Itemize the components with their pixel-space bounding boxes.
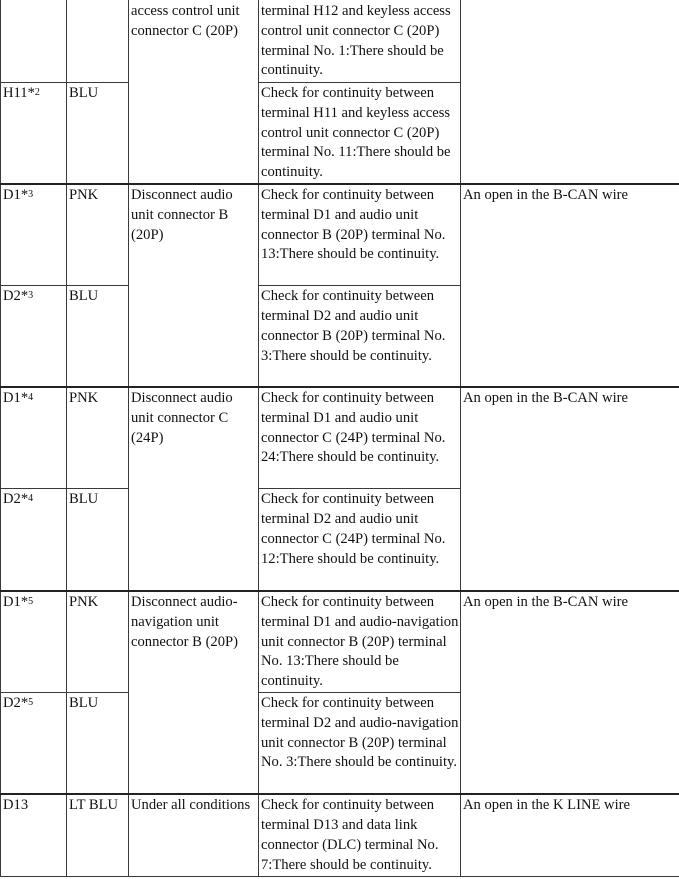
terminal-cell: D2*$^4$: [1, 489, 67, 591]
condition-cell: access control unit connector C (20P): [129, 0, 259, 184]
condition-cell: Under all conditions: [129, 794, 259, 876]
terminal-cell: D1*$^3$: [1, 184, 67, 286]
terminal-cell: D1*$^4$: [1, 387, 67, 489]
check-cell: terminal H12 and keyless access control unit connector C (20P) terminal No. 1:There should be continuity.: [259, 0, 461, 83]
check-cell: Check for continuity between terminal D2 and audio unit connector C (24P) terminal No. 12:There should be continuity.: [259, 489, 461, 591]
check-cell: Check for continuity between terminal D13 and data link connector (DLC) terminal No. 7:There should be continuity.: [259, 794, 461, 876]
check-cell: Check for continuity between terminal D1 and audio unit connector B (20P) terminal No. 13:There should be continuity.: [259, 184, 461, 286]
footnote-mark: 2: [34, 87, 40, 98]
possible-cause-cell: An open in the B-CAN wire: [461, 591, 679, 794]
terminal-cell: D2*$^5$: [1, 692, 67, 794]
footnote-mark: 4: [28, 493, 34, 505]
footnote-mark: 5: [28, 696, 34, 708]
condition-cell: Disconnect audio unit connector B (20P): [129, 184, 259, 387]
check-cell: Check for continuity between terminal D2 and audio unit connector B (20P) terminal No. 3:There should be continuity.: [259, 286, 461, 387]
footnote-mark: 5: [28, 595, 34, 607]
wire-color-cell: BLU: [67, 83, 129, 184]
table-row: [1, 387, 679, 489]
terminal-cell: [1, 0, 67, 83]
possible-cause-cell: [461, 0, 679, 184]
condition-cell: Disconnect audio-navigation unit connector B (20P): [129, 591, 259, 794]
check-cell: Check for continuity between terminal D1 and audio-navigation unit connector B (20P) terminal No. 13:There should be continuity.: [259, 591, 461, 692]
terminal-cell: D13: [1, 794, 67, 876]
wire-color-cell: LT BLU: [67, 794, 129, 876]
terminal-cell: D1*$^5$: [1, 591, 67, 692]
wire-color-cell: PNK: [67, 184, 129, 286]
wire-color-cell: BLU: [67, 489, 129, 591]
table-row: [1, 591, 679, 692]
check-cell: Check for continuity between terminal D1 and audio unit connector C (24P) terminal No. 24:There should be continuity.: [259, 387, 461, 489]
table-row: [1, 794, 679, 876]
possible-cause-cell: An open in the B-CAN wire: [461, 184, 679, 387]
condition-cell: Disconnect audio unit connector C (24P): [129, 387, 259, 591]
table-row: [1, 0, 679, 83]
wire-color-cell: BLU: [67, 692, 129, 794]
possible-cause-cell: An open in the K LINE wire: [461, 794, 679, 876]
wire-color-cell: [67, 0, 129, 83]
footnote-mark: 4: [28, 391, 34, 403]
possible-cause-cell: An open in the B-CAN wire: [461, 387, 679, 591]
terminal-cell: H11*$^2$: [1, 83, 67, 184]
check-cell: Check for continuity between terminal H11 and keyless access control unit connector C (20P) terminal No. 11:There should be continuity.: [259, 83, 461, 184]
footnote-mark: 3: [28, 188, 34, 200]
wire-color-cell: PNK: [67, 591, 129, 692]
table-row: [1, 184, 679, 286]
check-cell: Check for continuity between terminal D2 and audio-navigation unit connector B (20P) terminal No. 3:There should be continuity.: [259, 692, 461, 794]
terminal-cell: D2*$^3$: [1, 286, 67, 387]
wire-color-cell: BLU: [67, 286, 129, 387]
footnote-mark: 3: [28, 290, 34, 302]
wire-color-cell: PNK: [67, 387, 129, 489]
